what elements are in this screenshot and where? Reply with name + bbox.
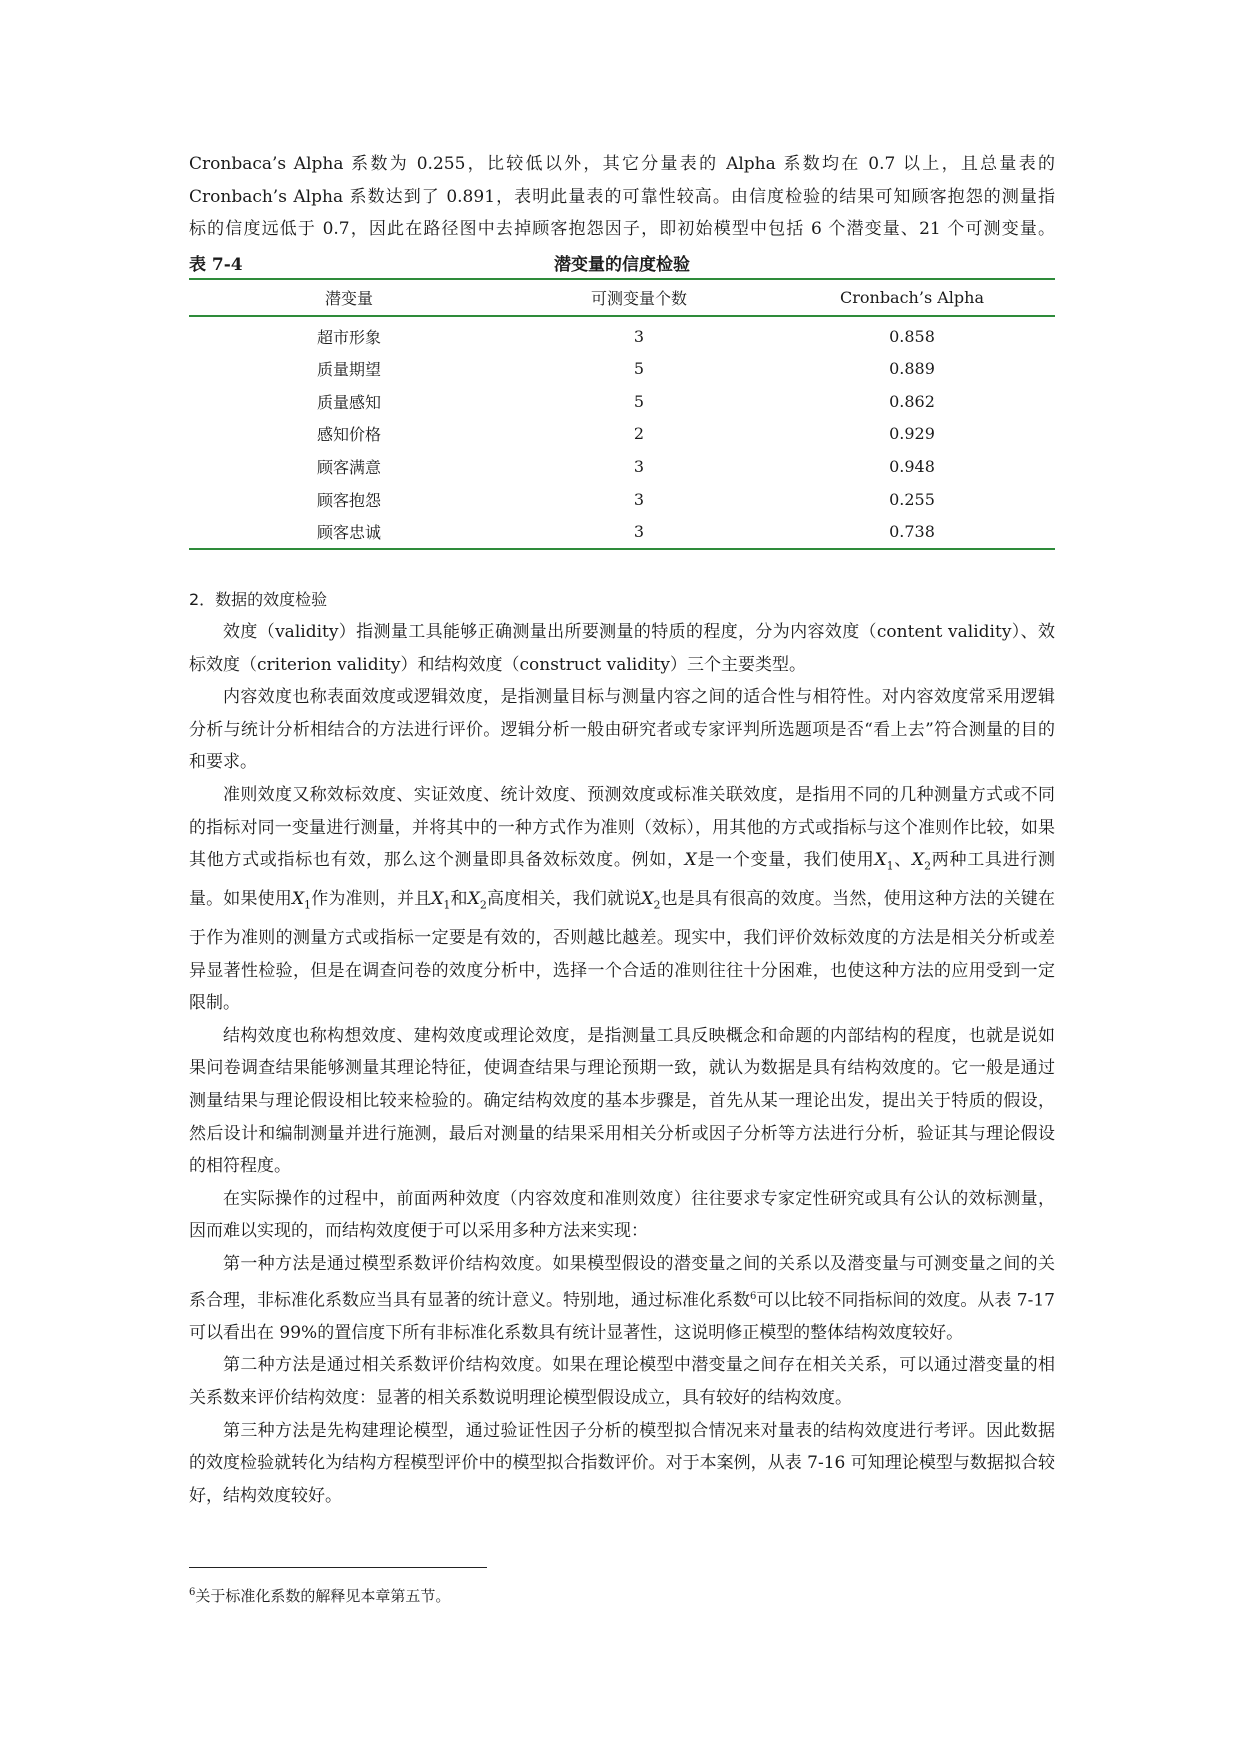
text-run: 准则效度又称效标效度、实证效度、统计效度、预测效度或标准关联效度，是指用不同的几种测量方式或不同的指标对同一变量进行测量，并将其中的一种方式作为准则（效标），用其他的方式或指标与这个准则作比较，如果其他方式或指标也有效，那么这个测量即具备效标效度。例如， [189,784,1055,871]
footnote-divider [189,1567,487,1568]
math-subscript: 2 [924,859,932,873]
cell-alpha: 0.948 [889,456,935,476]
table-row [189,418,1055,451]
footnote-ref: 6 [750,1290,757,1302]
text-run: 和 [450,889,468,910]
paragraph-method-two: 第二种方法是通过相关系数评价结构效度。如果在理论模型中潜变量之间存在相关关系，可以通过潜变量的相关系数来评价结构效度：显著的相关系数说明理论模型假设成立，具有较好的结构效度。 [189,1355,1055,1409]
header-latent-variable: 潜变量 [324,288,373,308]
table-row [189,450,1055,483]
math-subscript: 1 [443,898,451,912]
math-var: X [641,889,654,910]
cell-latent: 顾客忠诚 [189,515,509,549]
math-var: X [911,850,925,871]
intro-line-1: Cronbaca’s Alpha 系数为 0.255，比较低以外，其它分量表的 Alpha 系数均在 0.7 以上，且总量表的 [189,154,1055,174]
cell-alpha: 0.738 [769,515,1055,549]
cell-count: 3 [509,515,769,549]
cell-latent: 质量感知 [316,392,381,412]
text-run: 也是具有很高的效度。当然，使用这种方法的关键在于作为准则的测量方式或指标一定要是有效的，否则越比越差。现实中，我们评价效标效度的方法是相关分析或差异显著性检验，但是在调查问卷的效度分析中，选择一个合适的准则往往十分困难，也使这种方法的应用受到一定限制。 [189,889,1056,1014]
footnote-mark: 6 [189,1587,196,1598]
table-row [189,352,1055,385]
table-row [189,515,1055,549]
paragraph-method-three: 第三种方法是先构建理论模型，通过验证性因子分析的模型拟合情况来对量表的结构效度进行考评。因此数据的效度检验就转化为结构方程模型评价中的模型拟合指数评价。对于本案例，从表 7-16 可知理论模型与数据拟合较好，结构效度较好。 [189,1420,1055,1506]
math-subscript: 1 [886,859,894,873]
cell-alpha: 0.889 [889,359,935,379]
text-run: 可以比较不同指标间的效度。从表 7-17 可以看出在 99%的置信度下所有非标准化系数具有统计显著性，这说明修正模型的整体结构效度较好。 [189,1290,1055,1343]
cell-count: 3 [633,489,645,509]
math-subscript: 2 [479,898,487,912]
paragraph-method-one [189,1248,1055,1349]
table-header-row [189,279,1055,316]
table-caption [189,248,1055,278]
text-run: 是一个变量，我们使用 [696,850,875,871]
cell-latent: 顾客抱怨 [316,490,381,510]
reliability-table [189,278,1055,550]
text-run: 第一种方法是通过模型系数评价结构效度。如果模型假设的潜变量之间的关系以及潜变量与可测变量之间的关系合理，非标准化系数应当具有显著的统计意义。特别地，通过标准化系数 [189,1254,1055,1311]
table-row [189,385,1055,418]
cell-alpha: 0.929 [889,424,935,444]
cell-count: 3 [633,326,645,346]
cell-count: 5 [633,391,645,411]
intro-line-2: Cronbach’s Alpha 系数达到了 0.891，表明此量表的可靠性较高。由信度检验的结果可知顾客抱怨的测量指 [189,186,1055,207]
header-indicator-count: 可测变量个数 [590,288,687,308]
table-row [189,483,1055,516]
header-cronbach-alpha: Cronbach’s Alpha [839,287,984,307]
footnote [189,1582,450,1607]
paragraph-practice: 在实际操作的过程中，前面两种效度（内容效度和准则效度）往往要求专家定性研究或具有公认的效标测量，因而难以实现的，而结构效度便于可以采用多种方法来实现： [189,1188,1055,1242]
math-subscript: 1 [304,898,312,912]
text-run: 两种工具进行测量。如果使用 [189,850,1056,910]
table-row [189,320,1055,353]
math-var: X [291,889,305,910]
math-var: X [684,850,697,871]
page-body [189,148,1055,1512]
paragraph-construct-validity: 结构效度也称构想效度、建构效度或理论效度，是指测量工具反映概念和命题的内部结构的程度，也就是说如果问卷调查结果能够测量其理论特征，使调查结果与理论预期一致，就认为数据是具有结构效度的。它一般是通过测量结果与理论假设相比较来检验的。确定结构效度的基本步骤是，首先从某一理论出发，提出关于特质的假设，然后设计和编制测量并进行施测，最后对测量的结果采用相关分析或因子分析等方法进行分析，验证其与理论假设的相符程度。 [189,1025,1055,1177]
math-var: X [431,889,444,910]
text-run: 、 [893,850,912,871]
math-subscript: 2 [653,898,661,912]
section-heading: 2．数据的效度检验 [189,589,328,609]
paragraph-content-validity: 内容效度也称表面效度或逻辑效度，是指测量目标与测量内容之间的适合性与相符性。对内容效度常采用逻辑分析与统计分析相结合的方法进行评价。逻辑分析一般由研究者或专家评判所选题项是否“看上去”符合测量的目的和要求。 [189,687,1055,773]
cell-alpha: 0.255 [889,489,935,509]
table-title: 潜变量的信度检验 [554,254,690,275]
intro-line-3: 标的信度远低于 0.7，因此在路径图中去掉顾客抱怨因子，即初始模型中包括 6 个潜变量、21 个可测变量。 [189,219,1055,240]
footnote-text: 关于标准化系数的解释见本章第五节。 [195,1587,451,1605]
cell-latent: 感知价格 [316,425,381,445]
cell-count: 2 [633,424,645,444]
cell-alpha: 0.858 [889,326,935,346]
math-var: X [874,850,887,871]
cell-latent: 超市形象 [316,327,381,347]
text-run: 作为准则，并且 [311,889,432,910]
cell-latent: 顾客满意 [316,457,381,477]
cell-count: 5 [633,359,645,379]
cell-count: 3 [633,456,645,476]
table-label: 表 7-4 [189,254,243,275]
cell-alpha: 0.862 [889,391,935,411]
math-var: X [467,889,480,910]
cell-latent: 质量期望 [316,360,381,380]
text-run: 高度相关，我们就说 [486,889,642,910]
paragraph-criterion-validity [189,779,1055,1020]
paragraph-validity-definition: 效度（validity）指测量工具能够正确测量出所要测量的特质的程度，分为内容效度（content validity）、效标效度（criterion validity）和结构效度（construct validity）三个主要类型。 [189,621,1055,675]
